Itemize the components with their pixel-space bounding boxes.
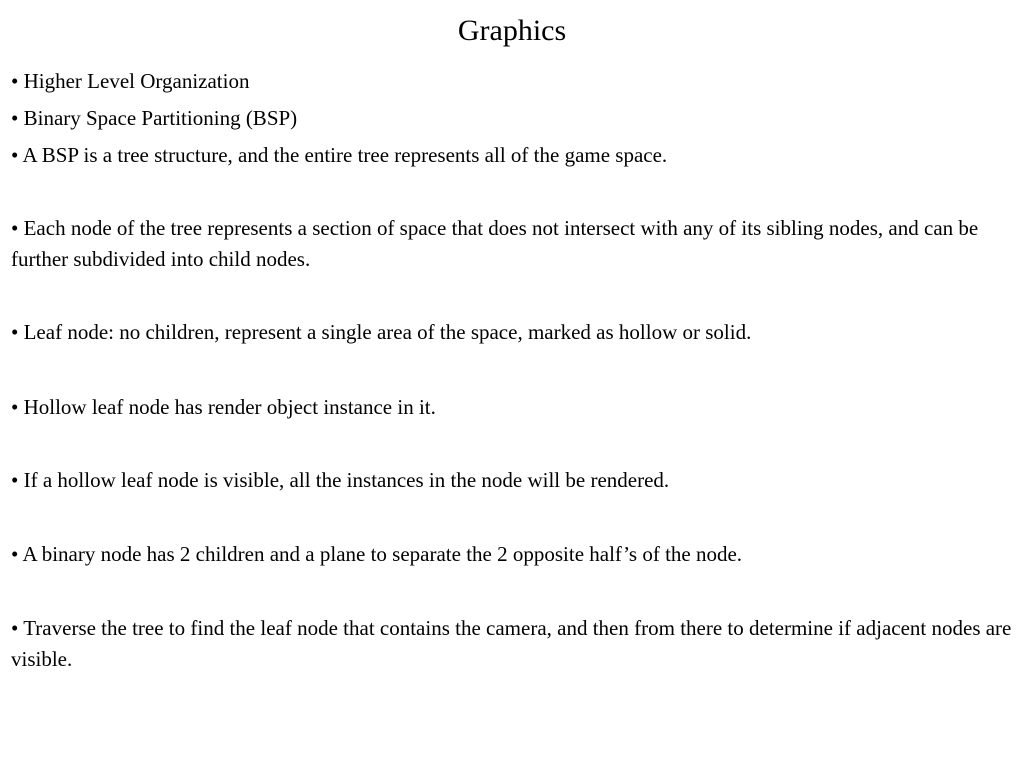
slide-title: Graphics <box>457 14 567 47</box>
bullet-item: • Traverse the tree to find the leaf node that contains the camera, and then from there to determine if adjacent nodes are visible. <box>11 616 1012 671</box>
bullet-item: • Hollow leaf node has render object instance in it. <box>11 395 436 419</box>
bullet-item: • Binary Space Partitioning (BSP) <box>11 106 298 130</box>
bullet-item: • If a hollow leaf node is visible, all the instances in the node will be rendered. <box>11 468 670 492</box>
bullet-item: • Higher Level Organization <box>11 69 250 93</box>
bullet-item: • A binary node has 2 children and a plane to separate the 2 opposite half’s of the node. <box>11 542 743 566</box>
bullet-item: • Each node of the tree represents a section of space that does not intersect with any of its sibling nodes, and can be further subdivided into child nodes. <box>11 216 979 271</box>
bullet-item: • Leaf node: no children, represent a single area of the space, marked as hollow or solid. <box>11 320 752 344</box>
bullet-item: • A BSP is a tree structure, and the entire tree represents all of the game space. <box>11 143 668 167</box>
